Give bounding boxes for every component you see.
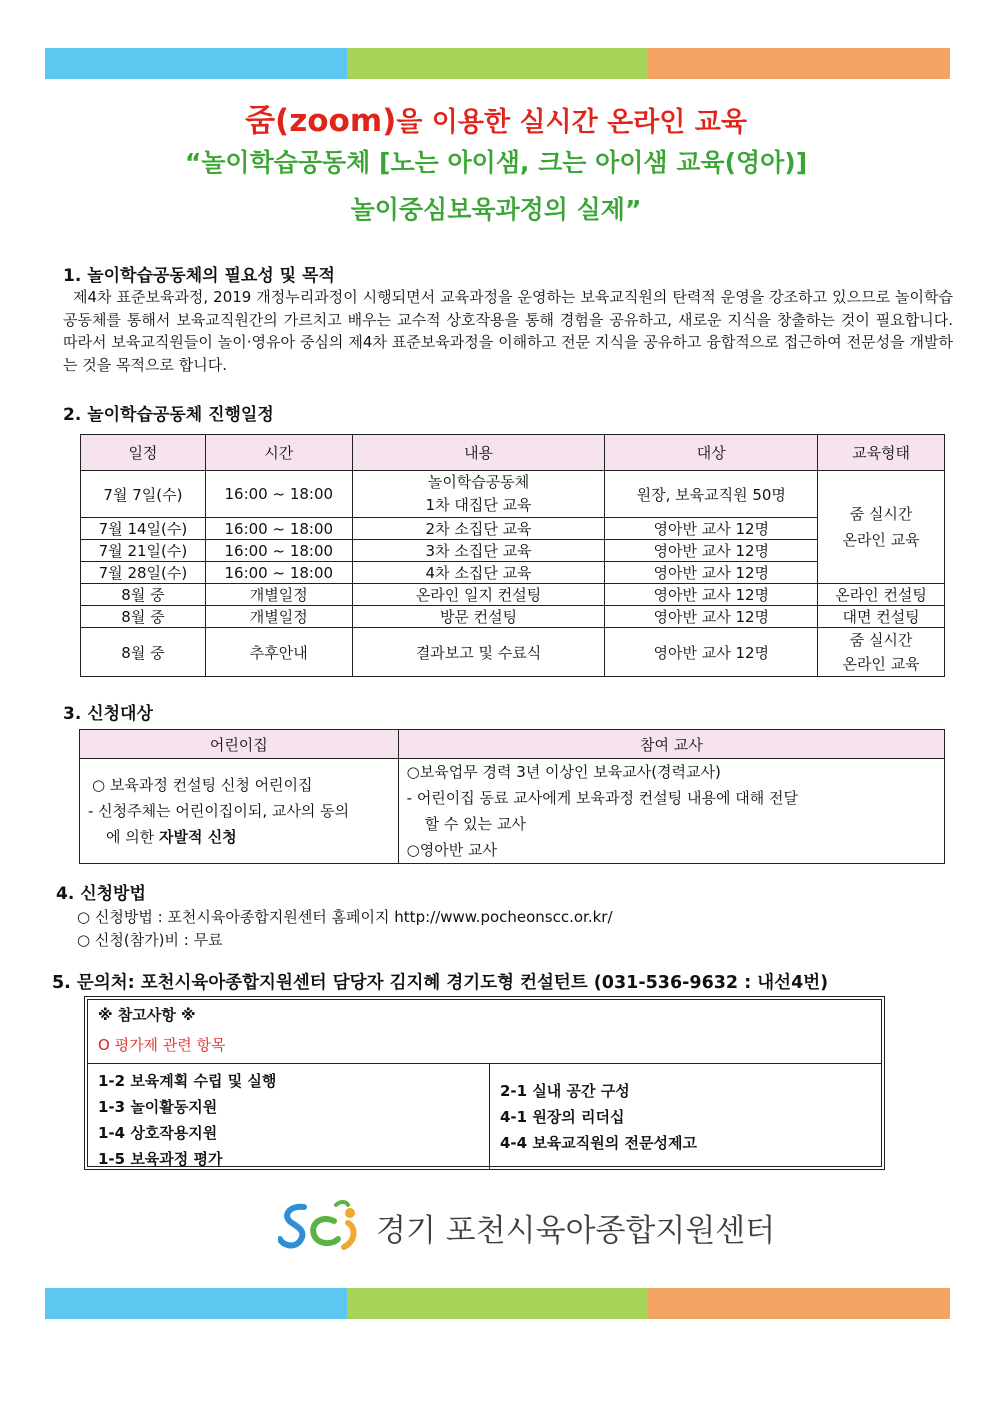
org-logo [278,1199,798,1251]
table-row: 8월 중 추후안내 결과보고 및 수료식 영아반 교사 12명 줌 실시간 온라인 교육 [81,628,945,677]
table-row: 7월 14일(수) 16:00 ~ 18:00 2차 소집단 교육 영아반 교사 12명 [81,518,945,540]
table-row: 7월 7일(수) 16:00 ~ 18:00 놀이학습공동체 1차 대집단 교육 원장, 보육교직원 50명 줌 실시간 온라인 교육 [81,471,945,518]
note-right-list: 2-1 실내 공간 구성 4-1 원장의 리더십 4-4 보육교직원의 전문성제고 [500,1082,697,1152]
col-teacher: 참여 교사 [398,730,944,759]
col-date: 일정 [81,435,206,471]
table-row: 7월 28일(수) 16:00 ~ 18:00 4차 소집단 교육 영아반 교사 12명 [81,562,945,584]
section2-heading: 2. 놀이학습공동체 진행일정 [63,405,274,425]
title-line-2: “놀이학습공동체 [노는 아이샘, 크는 아이샘 교육(영아)] [184,148,808,177]
col-target: 대상 [605,435,818,471]
note-subtitle: O 평가제 관련 항목 [98,1036,226,1054]
daycare-cell: ○ 보육과정 컨설팅 신청 어린이집 - 신청주체는 어린이집이되, 교사의 동의 에 의한 자발적 신청 [80,759,399,864]
org-name: 경기 포천시육아종합지원센터 [376,1213,776,1249]
section1-heading: 1. 놀이학습공동체의 필요성 및 목적 [63,266,335,286]
section5-heading: 5. 문의처: 포천시육아종합지원센터 담당자 김지혜 경기도형 컨설턴트 (031-536-9632 : 내선4번) [52,973,829,993]
title-line-3: 놀이중심보육과정의 실제” [350,195,642,224]
section4-heading: 4. 신청방법 [56,884,146,904]
section3-heading: 3. 신청대상 [63,704,153,724]
apply-method-line: ○ 신청방법 : 포천시육아종합지원센터 홈페이지 http://www.pocheonscc.or.kr/ [77,908,613,926]
schedule-table [80,434,945,677]
table-row: 8월 중 개별일정 온라인 일지 컨설팅 영아반 교사 12명 온라인 컨설팅 [81,584,945,606]
table-row: 8월 중 개별일정 방문 컨설팅 영아반 교사 12명 대면 컨설팅 [81,606,945,628]
note-box [84,996,885,1170]
apply-fee-line: ○ 신청(참가)비 : 무료 [77,931,223,949]
col-time: 시간 [205,435,352,471]
apply-table [79,729,945,864]
table-row: 7월 21일(수) 16:00 ~ 18:00 3차 소집단 교육 영아반 교사 12명 [81,540,945,562]
logo-icon [278,1199,370,1251]
note-left-list: 1-2 보육계획 수립 및 실행 1-3 놀이활동지원 1-4 상호작용지원 1-5 보육과정 평가 [88,1064,490,1169]
section1-body: 제4차 표준보육과정, 2019 개정누리과정이 시행되면서 교육과정을 운영하는 보육교직원의 탄력적 운영을 강조하고 있으므로 놀이학습공동체를 통해서 보육교직원간의 가르치고 배우는 교수적 상호작용을 통해 경험을 공유하고, 새로운 지식을 창출하는 것이 필요합니다. 따라서 보육교직원들이 놀이·영유아 중심의 제4차 표준보육과정을 이해하고 전문 지식을 공유하고 융합적으로 접근하여 전문성을 개발하는 것을 목적으로 합니다. [63,288,953,374]
col-daycare: 어린이집 [80,730,399,759]
col-content: 내용 [352,435,605,471]
top-color-bar [45,48,950,79]
bottom-color-bar [45,1288,950,1319]
merged-form-cell: 줌 실시간 온라인 교육 [818,471,945,584]
teacher-cell: ○보육업무 경력 3년 이상인 보육교사(경력교사) - 어린이집 동료 교사에게 보육과정 컨설팅 내용에 대해 전달 할 수 있는 교사 ○영아반 교사 [398,759,944,864]
col-form: 교육형태 [818,435,945,471]
title-line-1: 줌(zoom)을 이용한 실시간 온라인 교육 [245,103,747,139]
note-title: ※ 참고사항 ※ [98,1006,196,1024]
